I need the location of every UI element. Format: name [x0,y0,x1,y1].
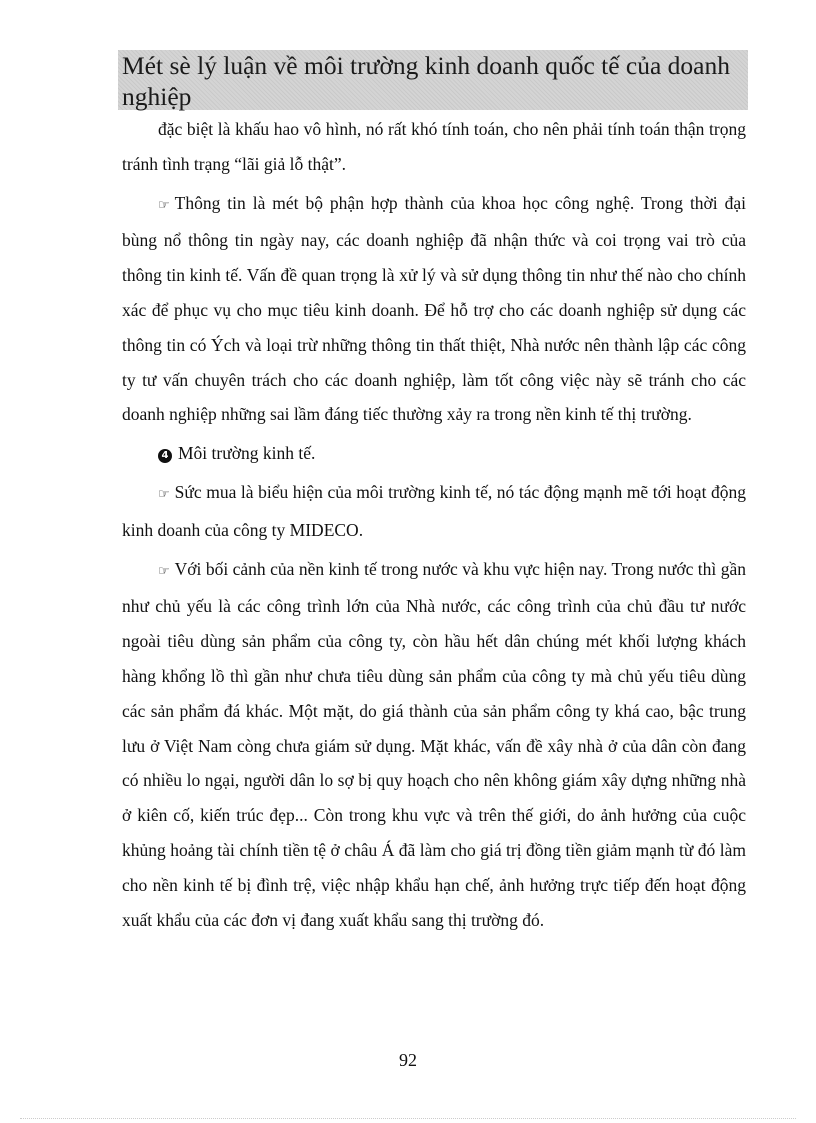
paragraph [122,475,746,548]
pointing-hand-icon: ☞ [158,563,170,579]
paragraph [122,552,746,938]
running-header-title: Mét sè lý luận về môi trường kinh doanh quốc tế của doanh nghiệp [122,51,731,111]
paragraph-text: Thông tin là mét bộ phận hợp thành của khoa học công nghệ. Trong thời đại bùng nổ thông tin ngày nay, các doanh nghiệp đã nhận thức và coi trọng vai trò của thông tin kinh tế. Vấn đề quan trọng là xử lý và sử dụng thông tin như thế nào cho chính xác để phục vụ cho mục tiêu kinh doanh. Để hỗ trợ cho các doanh nghiệp sử dụng các thông tin có Ých và loại trừ những thông tin thất thiệt, Nhà nước nên thành lập các công ty tư vấn chuyên trách cho các doanh nghiệp, làm tốt công việc này sẽ tránh cho các doanh nghiệp những sai lầm đáng tiếc thường xảy ra trong nền kinh tế thị trường. [122,192,746,425]
page-bottom-divider [20,1118,796,1119]
section-heading [122,436,746,471]
page-number: 92 [399,1050,417,1070]
paragraph-text: Với bối cảnh của nền kinh tế trong nước và khu vực hiện nay. Trong nước thì gần như chủ yếu là các công trình lớn của Nhà nước, các công trình của chủ đầu tư nước ngoài tiêu dùng sản phẩm của công ty, còn hầu hết dân chúng mét khối lượng khách hàng khổng lồ thì gần như chưa tiêu dùng sản phẩm của công ty mà chủ yếu tiêu dùng các sản phẩm đá khác. Một mặt, do giá thành của sản phẩm công ty khá cao, bậc trung lưu ở Việt Nam còng chưa giám sử dụng. Mặt khác, vấn đề xây nhà ở của dân còn đang có nhiều lo ngại, người dân lo sợ bị quy hoạch cho nên không giám xây dựng những nhà ở kiên cố, kiến trúc đẹp... Còn trong khu vực và trên thế giới, do ảnh hưởng của cuộc khủng hoảng tài chính tiền tệ ở châu Á đã làm cho giá trị đồng tiền giảm mạnh từ đó làm cho nền kinh tế bị đình trệ, việc nhập khẩu hạn chế, ảnh hưởng trực tiếp đến hoạt động xuất khẩu của các đơn vị đang xuất khẩu sang thị trường đó. [122,558,746,930]
section-heading-text: Môi trường kinh tế. [178,443,316,464]
body-text [122,112,746,937]
number-4-circle-icon: 4 [158,449,172,463]
paragraph [122,112,746,182]
paragraph [122,186,746,433]
paragraph-text: Sức mua là biểu hiện của môi trường kinh tế, nó tác động mạnh mẽ tới hoạt động kinh doanh của công ty MIDECO. [122,481,746,540]
pointing-hand-icon: ☞ [158,486,170,502]
pointing-hand-icon: ☞ [158,197,170,213]
paragraph-text: đặc biệt là khấu hao vô hình, nó rất khó tính toán, cho nên phải tính toán thận trọng tránh tình trạng “lãi giả lỗ thật”. [122,119,746,174]
